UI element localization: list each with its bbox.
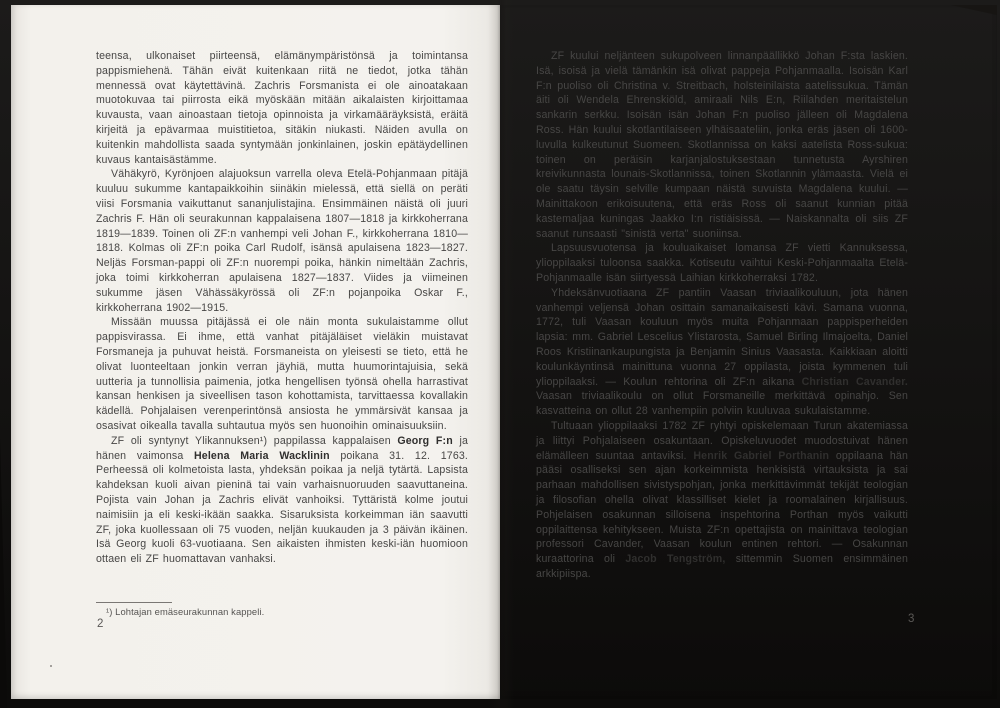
left-text-column [96, 49, 468, 567]
right-page [500, 5, 997, 699]
paragraph [96, 434, 468, 567]
paragraph [536, 49, 908, 241]
paragraph [96, 167, 468, 315]
body-text: sittemmin Suomen ensimmäinen arkkipiispa. [536, 553, 908, 580]
body-text: teensa, ulkonaiset piirteensä, elämänympäristönsä ja toimintansa pappismiehenä. Tähän eivät kuitenkaan riitä ne tiedot, jotka tähän mennessä ovat käytettävinä. Zachris Forsmanista ei ole ainoatakaan muotokuvaa tai piirrosta eikä myöskään mitään aikalaisten kirjoittamaa kuvausta, vaan ainoastaan tietoja opinnoista ja virkamääräyksistä, eräitä kirjeitä ja epävarmaa muistitietoa, sitäkin niukasti. Näiden avulla on kuitenkin mahdollista saada syntymään jonkinlainen, joskin epätäydellinen kuvaus kantaisästämme. [96, 50, 468, 166]
body-text: Missään muussa pitäjässä ei ole näin monta sukulaistamme ollut pappisvirassa. Ei ihme, että vanhat pitäjäläiset vieläkin muistavat Forsmaneja ja puhuvat heistä. Forsmaneista on yleisesti se tieto, että he olivat luonteeltaan jonkin verran jäyhiä, mutta huumorintajuisia, sekä uutteria ja tunnollisia paimenia, jotka hengellisen työnsä ohella harrastivat kansan henkisen ja siveellisen tason kohottamista, tarvittaessa kovallakin kädellä. Pohjalaisen verenperintönsä ansiosta he ymmärsivät kansaa ja osasivat oikealla tavalla suhtautua myös sen huonoihin ominaisuuksiin. [96, 316, 468, 432]
body-text: poikana 31. 12. 1763. Perheessä oli kolmetoista lasta, yhdeksän poikaa ja neljä tytärtä. Lapsista kahdeksan kuoli aivan pieninä tai vain varhaisnuoruuden saavuttaneina. Pojista vain Johan ja Zachris elivät vanhoiksi. Tyttäristä kolme joutui naimisiin ja eli keski-ikään saakka. Sisaruksista korkeimman iän saavutti ZF, joka kuollessaan oli 75 vuoden, neljän kuukauden ja 3 päivän ikäinen. Isä Georg kuoli 63-vuotiaana. Sen aikaisten ihmisten keski-iän huomioon ottaen eli ZF huomattavan vanhaksi. [96, 449, 468, 566]
body-text: Tultuaan ylioppilaaksi 1782 ZF ryhtyi opiskelemaan Turun akatemiassa ja liittyi Pohjalaiseen osakuntaan. Opiskeluvuodet muodostuivat hänen elämälleen suuntaa antaviksi. [536, 419, 908, 462]
scan-corner-shadow [951, 5, 997, 15]
page-number: 2 [97, 618, 104, 630]
left-page [11, 5, 500, 699]
scan-edge-shadow [0, 438, 7, 708]
paragraph [96, 49, 468, 167]
bold-name-text: Georg F:n [397, 434, 453, 447]
body-text: ja hänen vaimonsa [96, 434, 469, 462]
right-text-column [536, 49, 908, 582]
bold-name-text: Christian Cavander. [801, 375, 908, 388]
body-text: Lapsuusvuotensa ja kouluaikaiset lomansa ZF vietti Kannuksessa, ylioppilaaksi tuloonsa saakka. Kotiseutu vaihtui Keski-Pohjanmaalta Etelä-Pohjanmaalle isän siirtyessä Laihian kirkkoherraksi 1782. [536, 242, 908, 284]
bold-name-text: Jacob Tengström, [625, 553, 726, 566]
footnote: ¹) Lohtajan emäseurakunnan kappeli. [106, 606, 265, 617]
paragraph [96, 315, 468, 433]
page-number: 3 [908, 613, 915, 625]
paragraph [536, 419, 908, 582]
scan-speck [50, 665, 52, 667]
bold-name-text: Henrik Gabriel Porthanin [693, 449, 830, 462]
body-text: ZF kuului neljänteen sukupolveen linnanpäällikkö Johan F:sta laskien. Isä, isoisä ja vielä tämänkin isä olivat pappeja Pohjanmaalla. Isoisän Karl F:n puoliso oli Christina v. Streitbach, holsteinilaista aatelissukua. Tämän äiti oli Wendela Ehrenskiöld, amiraali Nils E:n, Riilahden meritaistelun sankarin serkku. Isoisän isän Johan F:n puoliso jälleen oli Magdalena Ross. Hän kuului skotlantilaiseen ylhäisaateliin, jonka eräs jäsen oli 1600-luvulla kulkeutunut Suomeen. Skotlannissa on kaksi aatelista Ross-sukua: toinen on peräisin karjanjalostuksestaan tunnetusta Ayrshiren kreivikunnasta lounais-Skotlannissa, toinen Skotlannin ylämaasta. Vielä ei ole saatu täysin selville kumpaan näistä suvuista Magdalena kuului. — Mainittakoon erikoisuutena, että eräs Ross oli saanut kunnian pitää kastemaljaa kuningas Jaakko I:n ristiäisissä. — Naiskannalta oli siis ZF saanut runsaasti "sinistä verta" suoniinsa. [536, 50, 908, 240]
body-text: Yhdeksänvuotiaana ZF pantiin Vaasan triviaalikouluun, jota hänen vanhempi veljensä Johan osittain samanaikaisesti kävi. Samana vuonna, 1772, tuli Vaasan kouluun myös muita Pohjanmaan pappisperheiden lapsia: mm. Gabriel Lescelius Ylistarosta, Samuel Birling Ilmajoelta, Daniel Roos Kristiinankaupungista ja Benjamin Sinius Vaasasta. Kaikkiaan aloitti koulunkäyntinsä mainittuna vuonna 27 oppilasta, joista kymmenen tuli ylioppilaaksi. — Koulun rehtorina oli ZF:n aikana [536, 286, 908, 388]
paragraph [536, 286, 908, 419]
footnote-block [96, 597, 468, 617]
bold-name-text: Helena Maria Wacklinin [194, 449, 330, 462]
body-text: oppilaana hän pääsi osalliseksi sen ajan korkeimmista henkisistä virtauksista ja sai parhaan mahdollisen sivistyspohjan, jonka merkittävimmät tekijät teologian ja filosofian ohella olivat klassilliset kielet ja roomalainen kirjallisuus. Pohjelaisen osakunnan silloisena inspehtorina Porthan myös vaikutti oppilaittensa kehitykseen. Muista ZF:n opettajista on mainittava teologian professori Cavander, Vaasan koulun entinen rehtori. — Osakunnan kuraattorina oli [536, 449, 908, 566]
paragraph [536, 241, 908, 285]
body-text: Vähäkyrö, Kyrönjoen alajuoksun varrella oleva Etelä-Pohjanmaan pitäjä kuuluu sukumme kantapaikkoihin siinäkin mielessä, että siellä on peräti viisi Forsmania vaikuttanut sananjulistajina. Ensimmäinen näistä oli juuri Zachris F. Hän oli seurakunnan kappalaisena 1807—1818 ja kirkkoherrana 1819—1839. Toinen oli ZF:n vanhempi veli Johan F., kirkkoherrana 1810—1818. Kolmas oli ZF:n poika Carl Rudolf, isänsä apulaisena 1823—1827. Neljäs Forsman-pappi oli ZF:n nuorempi poika, hänkin nimeltään Zachris, joka toimi kirkkoherran apulaisena 1827—1837. Viides ja viimeinen sukumme jäsen Vähässäkyrössä oli ZF:n pojanpoika Oskar F., kirkkoherrana 1902—1915. [96, 168, 468, 314]
body-text: ZF oli syntynyt Ylikannuksen¹) pappilassa kappalaisen [111, 434, 398, 447]
body-text: Vaasan triviaalikoulu on ollut Forsmaneille merkittävä opinahjo. Sen kasvatteina on ollut 28 vanhempiin polviin kuuluvaa sukulaistamme. [536, 390, 908, 418]
